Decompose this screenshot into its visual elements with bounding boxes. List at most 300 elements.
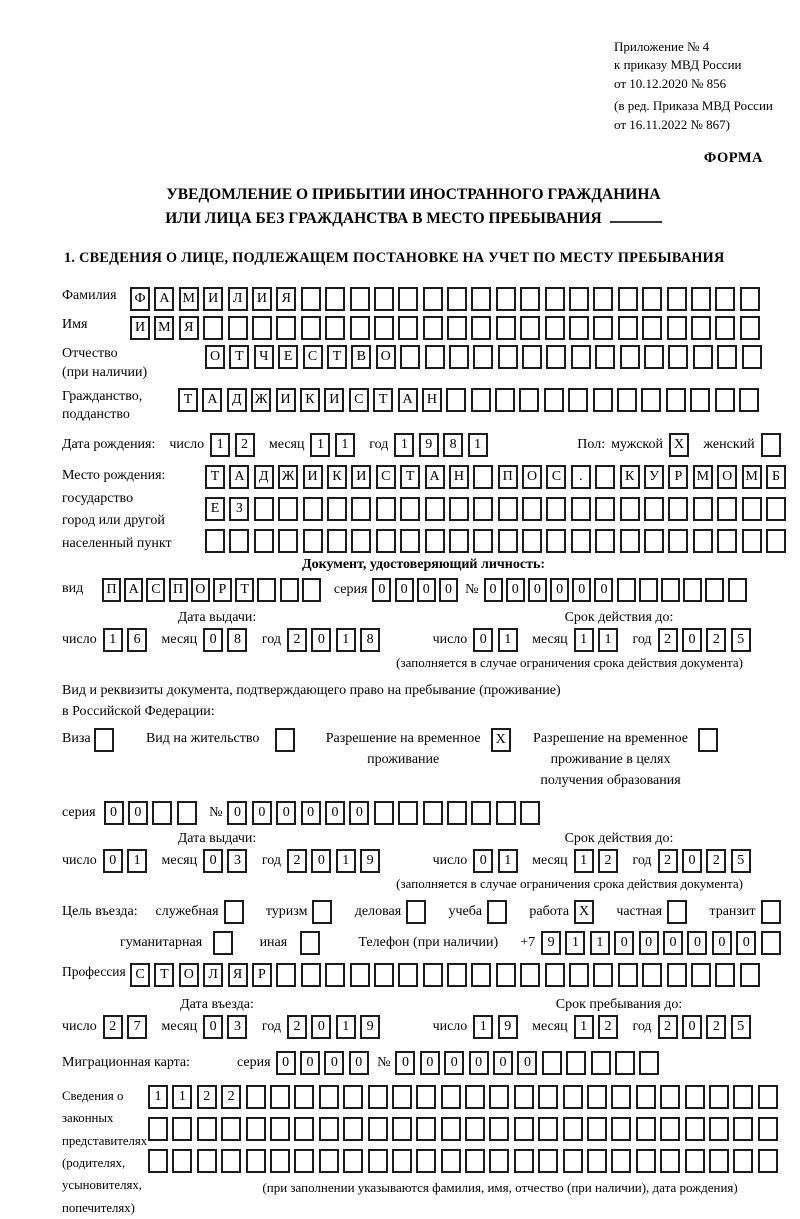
cell[interactable]: 0 bbox=[506, 578, 525, 602]
cell[interactable]: 0 bbox=[614, 931, 634, 955]
cell[interactable]: 0 bbox=[349, 1051, 369, 1075]
cell[interactable]: Т bbox=[400, 465, 420, 489]
cell[interactable]: И bbox=[351, 465, 371, 489]
cell[interactable] bbox=[522, 497, 542, 521]
cell[interactable]: 7 bbox=[127, 1015, 147, 1039]
cell[interactable]: 0 bbox=[300, 1051, 320, 1075]
cell[interactable] bbox=[374, 801, 394, 825]
cell[interactable] bbox=[489, 1085, 509, 1109]
cell[interactable] bbox=[447, 801, 467, 825]
cell[interactable] bbox=[203, 316, 223, 340]
cell[interactable]: 0 bbox=[252, 801, 272, 825]
cell[interactable]: 0 bbox=[203, 849, 223, 873]
cell[interactable] bbox=[294, 1085, 314, 1109]
cell[interactable]: 9 bbox=[541, 931, 561, 955]
cell[interactable] bbox=[319, 1117, 339, 1141]
cell[interactable]: 2 bbox=[598, 849, 618, 873]
cell[interactable] bbox=[520, 801, 540, 825]
cell[interactable] bbox=[343, 1085, 363, 1109]
cell[interactable] bbox=[758, 1085, 778, 1109]
checkbox-tourism[interactable] bbox=[312, 900, 332, 924]
cell[interactable] bbox=[571, 345, 591, 369]
cell[interactable]: 0 bbox=[301, 801, 321, 825]
cell[interactable] bbox=[693, 345, 713, 369]
cell[interactable] bbox=[398, 801, 418, 825]
cell[interactable] bbox=[392, 1149, 412, 1173]
cell[interactable] bbox=[522, 529, 542, 553]
cell[interactable] bbox=[221, 1117, 241, 1141]
cell[interactable]: 6 bbox=[127, 628, 147, 652]
cell[interactable] bbox=[693, 529, 713, 553]
cell[interactable]: Р bbox=[668, 465, 688, 489]
cell[interactable] bbox=[587, 1085, 607, 1109]
cell[interactable] bbox=[302, 578, 321, 602]
cell[interactable]: О bbox=[191, 578, 210, 602]
cell[interactable]: 2 bbox=[103, 1015, 123, 1039]
cell[interactable] bbox=[733, 1117, 753, 1141]
cell[interactable] bbox=[615, 1051, 635, 1075]
cell[interactable] bbox=[620, 529, 640, 553]
cell[interactable]: 1 bbox=[498, 628, 518, 652]
cell[interactable] bbox=[546, 497, 566, 521]
cell[interactable] bbox=[221, 1149, 241, 1173]
cell[interactable] bbox=[252, 316, 272, 340]
cell[interactable]: 9 bbox=[419, 433, 439, 457]
cell[interactable] bbox=[197, 1149, 217, 1173]
cell[interactable] bbox=[642, 287, 662, 311]
cell[interactable]: С bbox=[376, 465, 396, 489]
cell[interactable]: Т bbox=[373, 388, 393, 412]
cell[interactable]: Н bbox=[449, 465, 469, 489]
cell[interactable] bbox=[642, 316, 662, 340]
cell[interactable] bbox=[400, 529, 420, 553]
cell[interactable]: 3 bbox=[227, 849, 247, 873]
cell[interactable]: С bbox=[130, 963, 150, 987]
cell[interactable]: Р bbox=[252, 963, 272, 987]
cell[interactable]: Ф bbox=[130, 287, 150, 311]
cell[interactable]: Т bbox=[178, 388, 198, 412]
cell[interactable]: 0 bbox=[104, 801, 124, 825]
cell[interactable]: И bbox=[130, 316, 150, 340]
cell[interactable] bbox=[660, 1149, 680, 1173]
cell[interactable] bbox=[441, 1117, 461, 1141]
cell[interactable] bbox=[715, 963, 735, 987]
cell[interactable] bbox=[644, 497, 664, 521]
cell[interactable]: 0 bbox=[444, 1051, 464, 1075]
cell[interactable]: 0 bbox=[372, 578, 391, 602]
cell[interactable] bbox=[376, 529, 396, 553]
cell[interactable]: 0 bbox=[572, 578, 591, 602]
cell[interactable]: 0 bbox=[311, 1015, 331, 1039]
cell[interactable] bbox=[758, 1117, 778, 1141]
cell[interactable]: 1 bbox=[172, 1085, 192, 1109]
cell[interactable] bbox=[595, 529, 615, 553]
cell[interactable]: 1 bbox=[590, 931, 610, 955]
cell[interactable] bbox=[514, 1149, 534, 1173]
cell[interactable] bbox=[569, 316, 589, 340]
cell[interactable] bbox=[742, 529, 762, 553]
cell[interactable]: А bbox=[425, 465, 445, 489]
cell[interactable]: 0 bbox=[417, 578, 436, 602]
cell[interactable] bbox=[496, 287, 516, 311]
cell[interactable]: О bbox=[179, 963, 199, 987]
cell[interactable]: 1 bbox=[336, 849, 356, 873]
cell[interactable] bbox=[374, 963, 394, 987]
cell[interactable] bbox=[545, 316, 565, 340]
checkbox-male[interactable]: X bbox=[669, 433, 689, 457]
cell[interactable]: 2 bbox=[287, 849, 307, 873]
cell[interactable] bbox=[667, 316, 687, 340]
cell[interactable] bbox=[717, 345, 737, 369]
cell[interactable] bbox=[742, 497, 762, 521]
cell[interactable] bbox=[398, 287, 418, 311]
cell[interactable]: 1 bbox=[565, 931, 585, 955]
cell[interactable] bbox=[593, 388, 613, 412]
cell[interactable]: 9 bbox=[498, 1015, 518, 1039]
cell[interactable]: А bbox=[229, 465, 249, 489]
cell[interactable]: 1 bbox=[598, 628, 618, 652]
checkbox-other[interactable] bbox=[300, 931, 320, 955]
cell[interactable]: И bbox=[324, 388, 344, 412]
cell[interactable]: 2 bbox=[706, 849, 726, 873]
cell[interactable] bbox=[473, 465, 493, 489]
cell[interactable]: 3 bbox=[227, 1015, 247, 1039]
cell[interactable] bbox=[496, 316, 516, 340]
cell[interactable] bbox=[148, 1117, 168, 1141]
cell[interactable] bbox=[685, 1085, 705, 1109]
cell[interactable]: 2 bbox=[706, 1015, 726, 1039]
cell[interactable]: И bbox=[303, 465, 323, 489]
cell[interactable] bbox=[693, 497, 713, 521]
cell[interactable] bbox=[591, 1051, 611, 1075]
cell[interactable]: 0 bbox=[276, 801, 296, 825]
cell[interactable]: В bbox=[351, 345, 371, 369]
cell[interactable] bbox=[546, 529, 566, 553]
cell[interactable]: 2 bbox=[287, 628, 307, 652]
cell[interactable] bbox=[374, 287, 394, 311]
cell[interactable]: Е bbox=[205, 497, 225, 521]
cell[interactable]: 0 bbox=[663, 931, 683, 955]
cell[interactable] bbox=[471, 316, 491, 340]
cell[interactable] bbox=[270, 1085, 290, 1109]
cell[interactable] bbox=[644, 345, 664, 369]
cell[interactable] bbox=[301, 287, 321, 311]
cell[interactable] bbox=[520, 316, 540, 340]
cell[interactable]: С bbox=[546, 465, 566, 489]
cell[interactable] bbox=[229, 529, 249, 553]
cell[interactable] bbox=[498, 529, 518, 553]
cell[interactable] bbox=[691, 963, 711, 987]
cell[interactable]: Ч bbox=[254, 345, 274, 369]
cell[interactable] bbox=[471, 801, 491, 825]
cell[interactable] bbox=[520, 287, 540, 311]
cell[interactable] bbox=[611, 1117, 631, 1141]
checkbox-study[interactable] bbox=[487, 900, 507, 924]
cell[interactable] bbox=[566, 1051, 586, 1075]
cell[interactable]: 1 bbox=[574, 1015, 594, 1039]
cell[interactable]: 0 bbox=[517, 1051, 537, 1075]
cell[interactable] bbox=[660, 1117, 680, 1141]
cell[interactable]: Р bbox=[213, 578, 232, 602]
cell[interactable] bbox=[496, 801, 516, 825]
cell[interactable] bbox=[400, 497, 420, 521]
cell[interactable] bbox=[639, 578, 658, 602]
cell[interactable] bbox=[618, 316, 638, 340]
cell[interactable]: Н bbox=[422, 388, 442, 412]
cell[interactable]: 0 bbox=[473, 849, 493, 873]
cell[interactable] bbox=[593, 963, 613, 987]
cell[interactable] bbox=[276, 316, 296, 340]
checkbox-business[interactable] bbox=[406, 900, 426, 924]
cell[interactable] bbox=[709, 1117, 729, 1141]
cell[interactable] bbox=[447, 963, 467, 987]
cell[interactable]: 0 bbox=[395, 578, 414, 602]
cell[interactable] bbox=[325, 963, 345, 987]
cell[interactable]: Ж bbox=[278, 465, 298, 489]
cell[interactable]: 1 bbox=[473, 1015, 493, 1039]
cell[interactable] bbox=[611, 1085, 631, 1109]
cell[interactable] bbox=[172, 1117, 192, 1141]
cell[interactable]: 1 bbox=[574, 849, 594, 873]
cell[interactable]: 0 bbox=[420, 1051, 440, 1075]
cell[interactable] bbox=[489, 1149, 509, 1173]
cell[interactable]: 0 bbox=[682, 849, 702, 873]
cell[interactable] bbox=[473, 529, 493, 553]
cell[interactable]: 2 bbox=[235, 433, 255, 457]
cell[interactable]: Б bbox=[766, 465, 786, 489]
cell[interactable] bbox=[668, 529, 688, 553]
cell[interactable]: Я bbox=[179, 316, 199, 340]
cell[interactable]: М bbox=[179, 287, 199, 311]
cell[interactable] bbox=[709, 1149, 729, 1173]
cell[interactable]: К bbox=[327, 465, 347, 489]
cell[interactable] bbox=[325, 316, 345, 340]
cell[interactable] bbox=[618, 287, 638, 311]
cell[interactable]: Т bbox=[235, 578, 254, 602]
cell[interactable] bbox=[717, 529, 737, 553]
cell[interactable]: 0 bbox=[493, 1051, 513, 1075]
cell[interactable] bbox=[496, 963, 516, 987]
cell[interactable] bbox=[319, 1149, 339, 1173]
cell[interactable] bbox=[447, 287, 467, 311]
cell[interactable] bbox=[538, 1117, 558, 1141]
cell[interactable] bbox=[301, 963, 321, 987]
cell[interactable] bbox=[257, 578, 276, 602]
cell[interactable] bbox=[449, 345, 469, 369]
cell[interactable] bbox=[319, 1085, 339, 1109]
cell[interactable] bbox=[636, 1117, 656, 1141]
cell[interactable] bbox=[303, 529, 323, 553]
cell[interactable] bbox=[270, 1117, 290, 1141]
cell[interactable] bbox=[148, 1149, 168, 1173]
cell[interactable] bbox=[740, 287, 760, 311]
cell[interactable]: 0 bbox=[528, 578, 547, 602]
cell[interactable] bbox=[571, 497, 591, 521]
cell[interactable] bbox=[587, 1117, 607, 1141]
cell[interactable]: З bbox=[229, 497, 249, 521]
cell[interactable] bbox=[246, 1085, 266, 1109]
cell[interactable]: 8 bbox=[443, 433, 463, 457]
cell[interactable] bbox=[449, 529, 469, 553]
cell[interactable] bbox=[398, 316, 418, 340]
cell[interactable] bbox=[538, 1149, 558, 1173]
cell[interactable] bbox=[172, 1149, 192, 1173]
cell[interactable]: П bbox=[169, 578, 188, 602]
cell[interactable]: С bbox=[349, 388, 369, 412]
cell[interactable]: Т bbox=[229, 345, 249, 369]
cell[interactable] bbox=[301, 316, 321, 340]
cell[interactable] bbox=[416, 1149, 436, 1173]
cell[interactable]: 0 bbox=[395, 1051, 415, 1075]
cell[interactable] bbox=[270, 1149, 290, 1173]
cell[interactable]: Д bbox=[254, 465, 274, 489]
cell[interactable] bbox=[544, 388, 564, 412]
cell[interactable] bbox=[351, 497, 371, 521]
cell[interactable]: П bbox=[498, 465, 518, 489]
cell[interactable]: 9 bbox=[360, 1015, 380, 1039]
cell[interactable] bbox=[667, 287, 687, 311]
cell[interactable]: 2 bbox=[658, 628, 678, 652]
cell[interactable]: С bbox=[146, 578, 165, 602]
cell[interactable]: 0 bbox=[103, 849, 123, 873]
cell[interactable] bbox=[514, 1085, 534, 1109]
cell[interactable] bbox=[350, 316, 370, 340]
cell[interactable] bbox=[636, 1085, 656, 1109]
cell[interactable] bbox=[350, 287, 370, 311]
cell[interactable] bbox=[465, 1085, 485, 1109]
checkbox-female[interactable] bbox=[761, 433, 781, 457]
cell[interactable]: 1 bbox=[127, 849, 147, 873]
cell[interactable] bbox=[423, 316, 443, 340]
cell[interactable] bbox=[498, 345, 518, 369]
cell[interactable] bbox=[520, 963, 540, 987]
cell[interactable]: А bbox=[398, 388, 418, 412]
cell[interactable] bbox=[587, 1149, 607, 1173]
cell[interactable] bbox=[709, 1085, 729, 1109]
cell[interactable]: 0 bbox=[311, 849, 331, 873]
cell[interactable] bbox=[705, 578, 724, 602]
cell[interactable] bbox=[254, 529, 274, 553]
cell[interactable] bbox=[327, 529, 347, 553]
cell[interactable]: 0 bbox=[687, 931, 707, 955]
cell[interactable]: 1 bbox=[148, 1085, 168, 1109]
cell[interactable]: С bbox=[303, 345, 323, 369]
cell[interactable]: О bbox=[376, 345, 396, 369]
cell[interactable]: 0 bbox=[473, 628, 493, 652]
cell[interactable]: Л bbox=[228, 287, 248, 311]
cell[interactable] bbox=[740, 316, 760, 340]
cell[interactable] bbox=[715, 316, 735, 340]
cell[interactable] bbox=[546, 345, 566, 369]
cell[interactable] bbox=[571, 529, 591, 553]
cell[interactable] bbox=[766, 529, 786, 553]
cell[interactable] bbox=[197, 1117, 217, 1141]
cell[interactable] bbox=[423, 287, 443, 311]
cell[interactable] bbox=[563, 1117, 583, 1141]
cell[interactable]: П bbox=[102, 578, 121, 602]
cell[interactable] bbox=[446, 388, 466, 412]
cell[interactable] bbox=[278, 529, 298, 553]
cell[interactable] bbox=[416, 1085, 436, 1109]
cell[interactable]: 0 bbox=[203, 1015, 223, 1039]
cell[interactable]: 1 bbox=[468, 433, 488, 457]
cell[interactable]: 2 bbox=[197, 1085, 217, 1109]
cell[interactable]: У bbox=[644, 465, 664, 489]
cell[interactable] bbox=[593, 287, 613, 311]
cell[interactable]: 0 bbox=[712, 931, 732, 955]
cell[interactable] bbox=[416, 1117, 436, 1141]
cell[interactable]: 5 bbox=[731, 628, 751, 652]
cell[interactable] bbox=[545, 963, 565, 987]
cell[interactable] bbox=[642, 963, 662, 987]
cell[interactable] bbox=[228, 316, 248, 340]
cell[interactable] bbox=[294, 1149, 314, 1173]
cell[interactable]: 2 bbox=[658, 1015, 678, 1039]
cell[interactable] bbox=[683, 578, 702, 602]
cell[interactable]: О bbox=[522, 465, 542, 489]
cell[interactable]: Я bbox=[276, 287, 296, 311]
cell[interactable]: 8 bbox=[227, 628, 247, 652]
cell[interactable]: Т bbox=[327, 345, 347, 369]
cell[interactable] bbox=[276, 963, 296, 987]
cell[interactable] bbox=[542, 1051, 562, 1075]
cell[interactable] bbox=[569, 287, 589, 311]
checkbox-residence-permit[interactable] bbox=[275, 728, 295, 752]
cell[interactable] bbox=[691, 316, 711, 340]
cell[interactable] bbox=[636, 1149, 656, 1173]
cell[interactable] bbox=[742, 345, 762, 369]
cell[interactable] bbox=[519, 388, 539, 412]
cell[interactable]: А bbox=[202, 388, 222, 412]
cell[interactable]: 1 bbox=[574, 628, 594, 652]
cell[interactable]: И bbox=[252, 287, 272, 311]
cell[interactable]: 0 bbox=[682, 628, 702, 652]
cell[interactable] bbox=[205, 529, 225, 553]
cell[interactable] bbox=[368, 1149, 388, 1173]
cell[interactable] bbox=[568, 388, 588, 412]
cell[interactable]: 0 bbox=[349, 801, 369, 825]
cell[interactable] bbox=[690, 388, 710, 412]
cell[interactable]: 0 bbox=[439, 578, 458, 602]
cell[interactable] bbox=[423, 963, 443, 987]
cell[interactable]: М bbox=[154, 316, 174, 340]
cell[interactable] bbox=[667, 963, 687, 987]
checkbox-work[interactable]: X bbox=[574, 900, 594, 924]
cell[interactable]: 0 bbox=[227, 801, 247, 825]
cell[interactable] bbox=[392, 1085, 412, 1109]
checkbox-temp-residence-education[interactable] bbox=[698, 728, 718, 752]
cell[interactable]: 0 bbox=[203, 628, 223, 652]
cell[interactable] bbox=[441, 1149, 461, 1173]
cell[interactable] bbox=[685, 1149, 705, 1173]
cell[interactable] bbox=[325, 287, 345, 311]
cell[interactable]: М bbox=[742, 465, 762, 489]
cell[interactable] bbox=[617, 578, 636, 602]
cell[interactable]: 0 bbox=[736, 931, 756, 955]
cell[interactable] bbox=[449, 497, 469, 521]
cell[interactable] bbox=[350, 963, 370, 987]
cell[interactable]: Ж bbox=[251, 388, 271, 412]
cell[interactable] bbox=[691, 287, 711, 311]
cell[interactable] bbox=[473, 345, 493, 369]
cell[interactable]: Т bbox=[205, 465, 225, 489]
cell[interactable] bbox=[761, 931, 781, 955]
cell[interactable] bbox=[351, 529, 371, 553]
cell[interactable]: 1 bbox=[335, 433, 355, 457]
cell[interactable]: Д bbox=[227, 388, 247, 412]
cell[interactable] bbox=[398, 963, 418, 987]
cell[interactable]: 9 bbox=[360, 849, 380, 873]
